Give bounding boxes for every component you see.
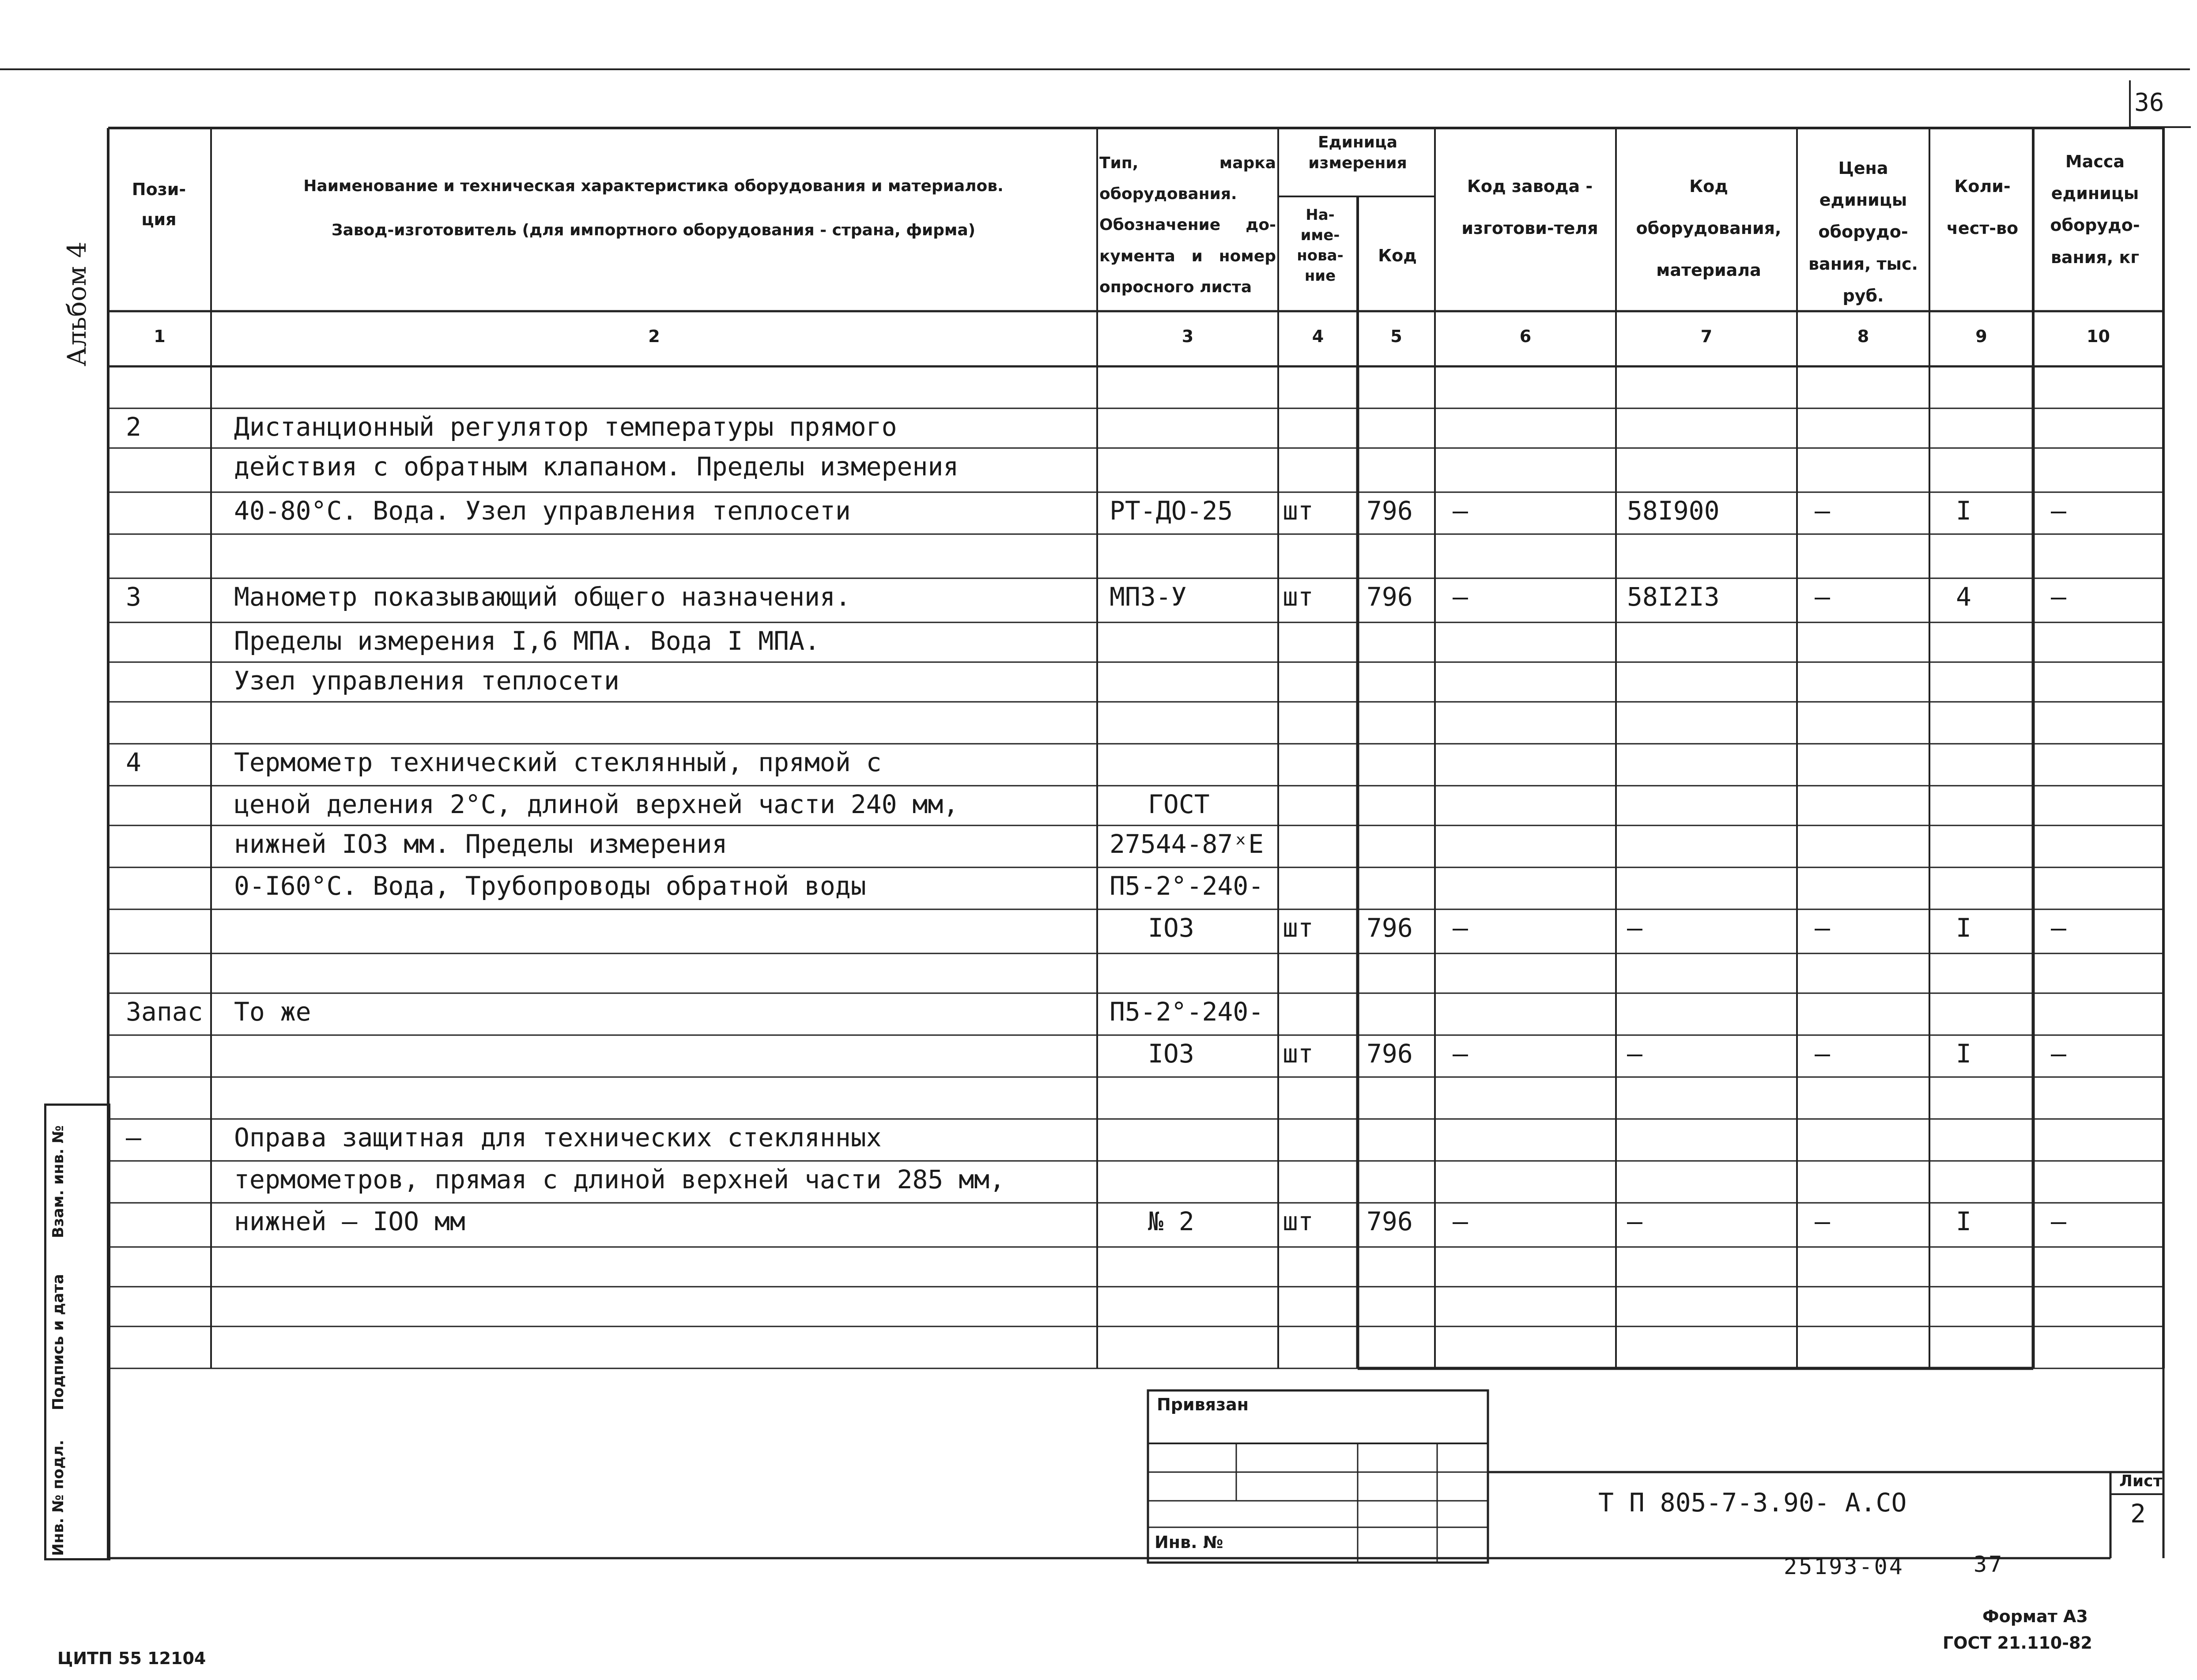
header-mass: Масса единицы оборудо-вания, кг — [2050, 152, 2140, 267]
table-cell: – — [2051, 1039, 2066, 1069]
table-cell: 0-I60°С. Вода, Трубопроводы обратной воды — [234, 871, 866, 901]
table-cell: I — [1956, 1039, 1971, 1069]
table-cell: – — [1453, 496, 1468, 526]
table-cell: – — [1453, 1039, 1468, 1069]
header-equipment-code: Код оборудования, материала — [1636, 177, 1782, 280]
table-cell: I — [1956, 496, 1971, 526]
table-cell: – — [126, 1123, 141, 1153]
header-name-line1: Наименование и техническая характеристика оборудования и материалов. — [303, 177, 1004, 195]
table-cell: нижней IO3 мм. Пределы измерения — [234, 829, 728, 859]
table-cell: П5-2°-240- — [1110, 997, 1264, 1027]
table-cell: шт — [1283, 1039, 1314, 1069]
table-cell: – — [1815, 1039, 1830, 1069]
gost-label: ГОСТ 21.110-82 — [1943, 1633, 2092, 1653]
table-cell: 796 — [1367, 1039, 1413, 1069]
org-label: ЦИТП 55 12104 — [57, 1649, 206, 1668]
column-number: 4 — [1312, 327, 1324, 346]
sheet-label: Лист — [2119, 1472, 2163, 1490]
table-cell: – — [2051, 582, 2066, 612]
stamp-orig-inv: Инв. № подл. — [49, 1439, 67, 1556]
table-cell: ценой деления 2°С, длиной верхней части 240 мм, — [234, 789, 959, 819]
column-number: 9 — [1975, 327, 1987, 346]
column-number: 5 — [1390, 327, 1402, 346]
album-label: Альбом 4 — [62, 241, 92, 366]
bound-inv: Инв. № — [1155, 1533, 1223, 1552]
header-position: Пози- ция — [132, 180, 186, 230]
table-cell: Узел управления теплосети — [234, 666, 619, 696]
stamp-replace-inv: Взам. инв. № — [49, 1125, 67, 1238]
header-factory-code: Код завода - изготови-теля — [1461, 177, 1598, 238]
table-cell: 58I2I3 — [1627, 582, 1720, 612]
table-cell: IO3 — [1148, 1039, 1194, 1069]
sheet-value: 2 — [2130, 1499, 2146, 1529]
table-cell: шт — [1283, 582, 1314, 612]
table-cell: – — [2051, 496, 2066, 526]
header-unit-code: Код — [1378, 246, 1417, 265]
column-number: 7 — [1700, 327, 1713, 346]
handwritten-page: 37 — [1974, 1552, 2004, 1577]
handwritten-number: 25193-04 — [1784, 1554, 1904, 1579]
table-cell: Манометр показывающий общего назначения. — [234, 582, 851, 612]
column-number: 10 — [2087, 327, 2110, 346]
table-cell: – — [2051, 1206, 2066, 1236]
table-cell: – — [1815, 582, 1830, 612]
column-number: 8 — [1857, 327, 1869, 346]
header-unit: Единица измерения — [1308, 133, 1407, 172]
header-quantity: Коли-чест-во — [1946, 177, 2019, 238]
table-cell: шт — [1283, 1206, 1314, 1236]
table-cell: П5-2°-240- — [1110, 871, 1264, 901]
column-number: 6 — [1519, 327, 1532, 346]
table-cell: Пределы измерения I,6 МПА. Вода I МПА. — [234, 626, 820, 656]
table-cell: I — [1956, 1206, 1971, 1236]
table-cell: – — [1627, 1206, 1642, 1236]
table-cell: Дистанционный регулятор температуры прямого — [234, 412, 897, 442]
table-cell: действия с обратным клапаном. Пределы измерения — [234, 452, 959, 482]
header-type: Тип, марка оборудования. Обозначение до-кумента и номер опросного листа — [1099, 154, 1276, 296]
document-code: Т П 805-7-3.90- А.СО — [1598, 1488, 1907, 1518]
table-cell: – — [1815, 496, 1830, 526]
table-cell: – — [1453, 1206, 1468, 1236]
table-cell: То же — [234, 997, 311, 1027]
table-cell: 4 — [126, 747, 141, 777]
table-cell: шт — [1283, 496, 1314, 526]
table-cell: 796 — [1367, 496, 1413, 526]
table-cell: IO3 — [1148, 913, 1194, 943]
table-cell: 796 — [1367, 582, 1413, 612]
table-cell: – — [1453, 582, 1468, 612]
table-cell: 796 — [1367, 913, 1413, 943]
table-cell: 2 — [126, 412, 141, 442]
table-cell: МПЗ-У — [1110, 582, 1187, 612]
header-name-line2: Завод-изготовитель (для импортного оборудования - страна, фирма) — [331, 221, 976, 239]
table-cell: 58I900 — [1627, 496, 1720, 526]
table-cell: РТ-ДО-25 — [1110, 496, 1233, 526]
table-cell: ГОСТ — [1148, 789, 1210, 819]
table-cell: Оправа защитная для технических стеклянных — [234, 1123, 882, 1153]
header-unit-name: На-име-нова-ние — [1297, 206, 1344, 285]
table-cell: – — [1453, 913, 1468, 943]
table-cell: 796 — [1367, 1206, 1413, 1236]
table-cell: Запас — [126, 997, 203, 1027]
column-number: 3 — [1182, 327, 1194, 346]
table-cell: Термометр технический стеклянный, прямой с — [234, 747, 882, 777]
table-cell: – — [1815, 913, 1830, 943]
table-cell: – — [1627, 1039, 1642, 1069]
corner-sheet-number: 36 — [2134, 88, 2164, 117]
format-label: Формат А3 — [1982, 1607, 2088, 1626]
column-number: 2 — [648, 327, 660, 346]
table-cell: 3 — [126, 582, 141, 612]
table-cell: – — [1815, 1206, 1830, 1236]
header-price: Цена единицы оборудо-вания, тыс. руб. — [1808, 158, 1918, 305]
table-cell: 27544-87ˣЕ — [1110, 829, 1264, 859]
bound-title: Привязан — [1157, 1395, 1249, 1414]
table-cell: нижней – IOO мм — [234, 1206, 465, 1236]
table-cell: – — [2051, 913, 2066, 943]
table-cell: – — [1627, 913, 1642, 943]
table-cell: I — [1956, 913, 1971, 943]
table-cell: шт — [1283, 913, 1314, 943]
table-cell: 40-80°С. Вода. Узел управления теплосети — [234, 496, 851, 526]
stamp-sign-date: Подпись и дата — [49, 1274, 67, 1410]
table-cell: № 2 — [1148, 1206, 1194, 1236]
column-number: 1 — [154, 327, 166, 346]
table-cell: термометров, прямая с длиной верхней части 285 мм, — [234, 1164, 1005, 1194]
table-cell: 4 — [1956, 582, 1971, 612]
